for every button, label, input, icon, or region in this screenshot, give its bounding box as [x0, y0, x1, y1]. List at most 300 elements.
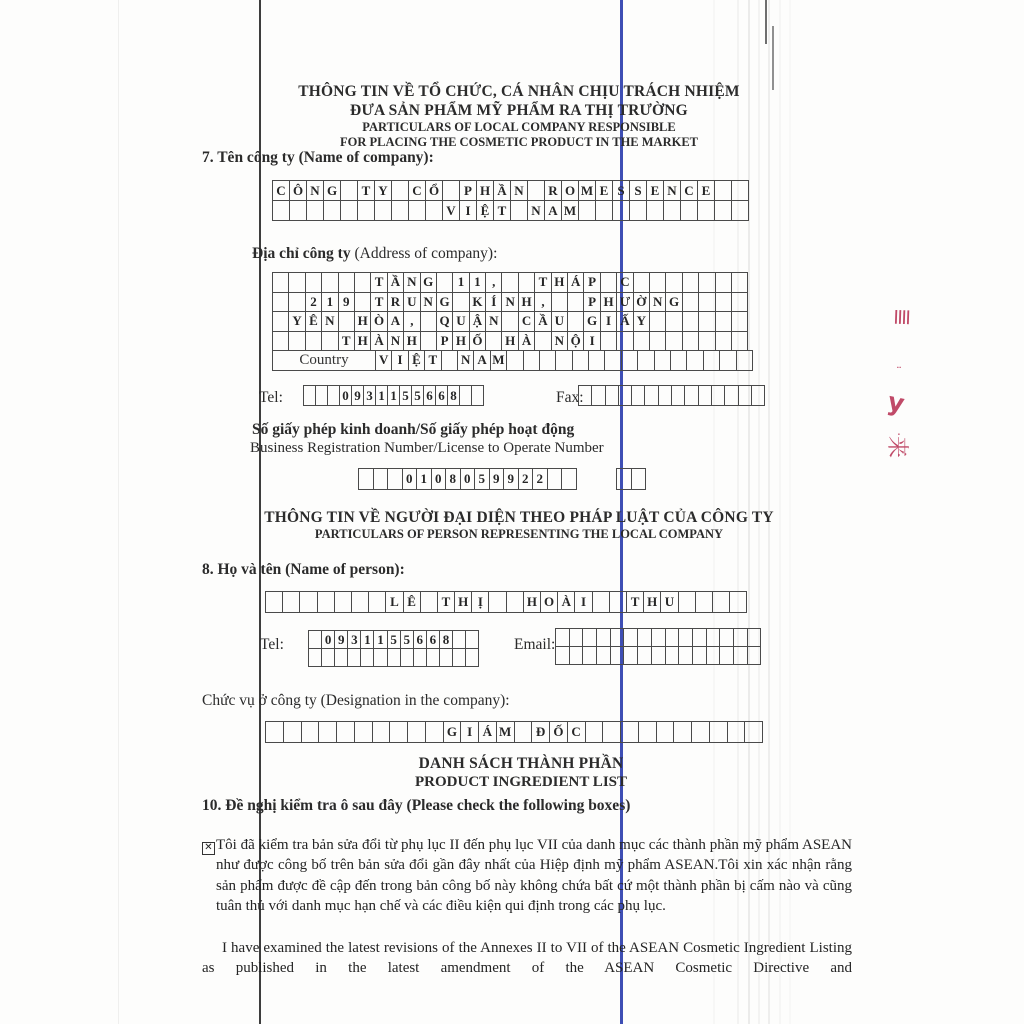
char-cell: 9: [489, 468, 505, 490]
representative-title-vi: THÔNG TIN VỀ NGƯỜI ĐẠI DIỆN THEO PHÁP LUẬT CỦA CÔNG TY: [264, 509, 774, 526]
char-cell: [600, 331, 617, 352]
char-cell: H: [643, 591, 661, 613]
char-cell: S: [629, 180, 647, 201]
char-cell: [354, 721, 373, 743]
representative-section-header: [263, 508, 775, 542]
char-cell: 1: [373, 630, 387, 649]
char-cell: [731, 200, 749, 221]
designation-label: Chức vụ ở công ty (Designation in the company):: [202, 692, 510, 709]
char-cell: [465, 648, 479, 667]
char-cell: [698, 385, 712, 406]
char-cell: À: [557, 591, 575, 613]
char-cell: H: [501, 331, 518, 352]
char-cell: [684, 385, 698, 406]
char-cell: [555, 628, 570, 647]
char-cell: [400, 648, 414, 667]
char-cell: [373, 468, 389, 490]
char-cell: 9: [503, 468, 519, 490]
char-cell: O: [561, 180, 579, 201]
char-cell: N: [306, 180, 324, 201]
license-number-grid-tail: [616, 468, 646, 490]
char-cell: 0: [431, 468, 447, 490]
char-cell: H: [354, 311, 371, 332]
char-cell: [408, 200, 426, 221]
char-cell: À: [370, 331, 387, 352]
char-cell: [354, 292, 371, 313]
char-cell: [644, 385, 658, 406]
char-cell: Ầ: [534, 311, 551, 332]
char-cell: [596, 628, 611, 647]
char-cell: [354, 272, 371, 293]
license-label-en: Business Registration Number/License to Operate Number: [250, 440, 604, 456]
char-cell: N: [649, 292, 666, 313]
char-cell: 0: [402, 468, 418, 490]
char-cell: I: [460, 721, 479, 743]
char-cell: [578, 200, 596, 221]
char-cell: [711, 385, 725, 406]
person-tel-grid: [308, 630, 479, 667]
char-cell: 5: [474, 468, 490, 490]
char-cell: [658, 385, 672, 406]
char-cell: [637, 628, 652, 647]
char-cell: 1: [452, 272, 469, 293]
declaration-paragraph-vi: [202, 835, 852, 917]
char-cell: [420, 591, 438, 613]
header-title-vi-line2: ĐƯA SẢN PHẨM MỸ PHẨM RA THỊ TRƯỜNG: [350, 102, 688, 119]
char-cell: [452, 648, 466, 667]
char-cell: [714, 200, 732, 221]
char-cell: 8: [439, 630, 453, 649]
char-cell: [633, 272, 650, 293]
char-cell: [301, 721, 320, 743]
char-cell: [387, 468, 403, 490]
char-cell: H: [354, 331, 371, 352]
form-section-header: [263, 82, 775, 149]
person-email-label: Email:: [514, 636, 556, 653]
char-cell: H: [476, 180, 494, 201]
char-cell: N: [387, 331, 404, 352]
char-cell: M: [578, 180, 596, 201]
char-cell: C: [518, 311, 535, 332]
declaration-text-vi: Tôi đã kiểm tra bản sửa đổi từ phụ lục II đến phụ lục VII của danh mục các thành phần mỹ phẩm ASEAN như được công bố trên bản sửa đổi gần đây nhất của Hiệp định mỹ phẩm ASEAN.Tôi xin xác nhận rằng sản phẩm được đề cập đến trong bản công bố này không chứa bất cứ một thành phần bị cấm nào và cũng tuân thủ với danh mục hạn chế và các điều kiện qui định trong các phụ lục.: [216, 837, 852, 915]
char-cell: [425, 200, 443, 221]
char-cell: [637, 646, 652, 665]
char-cell: [318, 721, 337, 743]
char-cell: 3: [363, 385, 376, 406]
char-cell: N: [485, 311, 502, 332]
char-cell: [731, 180, 749, 201]
char-cell: [567, 311, 584, 332]
char-cell: [629, 200, 647, 221]
char-cell: C: [408, 180, 426, 201]
char-cell: [272, 331, 289, 352]
char-cell: [501, 272, 518, 293]
char-cell: I: [459, 200, 477, 221]
char-cell: [321, 331, 338, 352]
char-cell: [596, 646, 611, 665]
char-cell: 8: [447, 385, 460, 406]
char-cell: [510, 200, 528, 221]
char-cell: [602, 721, 621, 743]
char-cell: Ố: [549, 721, 568, 743]
char-cell: [317, 591, 335, 613]
person-name-grid: [265, 591, 747, 613]
char-cell: H: [523, 591, 541, 613]
char-cell: [488, 591, 506, 613]
country-grid: [375, 350, 753, 371]
header-title-en-line2: FOR PLACING THE COSMETIC PRODUCT IN THE MARKET: [339, 134, 699, 149]
checked-checkbox-icon: ✕: [202, 842, 215, 855]
char-cell: [527, 180, 545, 201]
char-cell: [585, 721, 604, 743]
char-cell: Ê: [403, 591, 421, 613]
char-cell: ,: [485, 272, 502, 293]
char-cell: 3: [347, 630, 361, 649]
char-cell: P: [583, 272, 600, 293]
check-boxes-label: 10. Đề nghị kiểm tra ô sau đây (Please check the following boxes): [202, 797, 631, 814]
char-cell: P: [436, 331, 453, 352]
char-cell: [678, 646, 693, 665]
char-cell: 6: [413, 630, 427, 649]
char-cell: [358, 468, 374, 490]
char-cell: [501, 311, 518, 332]
char-cell: Ầ: [493, 180, 511, 201]
char-cell: [308, 648, 322, 667]
char-cell: [272, 311, 289, 332]
char-cell: 9: [338, 292, 355, 313]
char-cell: R: [544, 180, 562, 201]
char-cell: A: [473, 350, 490, 371]
char-cell: N: [527, 200, 545, 221]
char-cell: [665, 311, 682, 332]
char-cell: M: [490, 350, 507, 371]
char-cell: [485, 331, 502, 352]
char-cell: 0: [460, 468, 476, 490]
char-cell: [715, 292, 732, 313]
char-cell: [374, 200, 392, 221]
char-cell: [665, 628, 680, 647]
char-cell: [288, 272, 305, 293]
char-cell: Ờ: [633, 292, 650, 313]
char-cell: [682, 331, 699, 352]
char-cell: [620, 721, 639, 743]
ingredient-title-vi: DANH SÁCH THÀNH PHẦN: [418, 755, 624, 772]
char-cell: [591, 385, 605, 406]
char-cell: [649, 311, 666, 332]
company-address-label-en: (Address of company):: [350, 245, 498, 262]
char-cell: [357, 200, 375, 221]
char-cell: N: [403, 272, 420, 293]
char-cell: G: [420, 272, 437, 293]
char-cell: Á: [478, 721, 497, 743]
char-cell: [442, 180, 460, 201]
char-cell: [539, 350, 556, 371]
char-cell: 2: [532, 468, 548, 490]
header-title-vi-line1: THÔNG TIN VỀ TỔ CHỨC, CÁ NHÂN CHỊU TRÁCH NHIỆM: [298, 83, 740, 100]
char-cell: [582, 628, 597, 647]
stamp-fragment: y: [885, 386, 908, 419]
char-cell: I: [391, 350, 408, 371]
char-cell: [703, 350, 720, 371]
scan-tick-mark: [772, 26, 774, 90]
char-cell: [391, 200, 409, 221]
char-cell: T: [370, 292, 387, 313]
char-cell: [551, 292, 568, 313]
char-cell: [547, 468, 563, 490]
char-cell: 1: [360, 630, 374, 649]
char-cell: [665, 272, 682, 293]
char-cell: [592, 591, 610, 613]
char-cell: [618, 385, 632, 406]
char-cell: [731, 292, 748, 313]
char-cell: [595, 200, 613, 221]
ingredient-section-header: [265, 754, 777, 792]
char-cell: 8: [445, 468, 461, 490]
char-cell: U: [551, 311, 568, 332]
char-cell: [420, 331, 437, 352]
char-cell: [299, 591, 317, 613]
char-cell: [656, 721, 675, 743]
char-cell: [680, 200, 698, 221]
char-cell: [336, 721, 355, 743]
char-cell: S: [612, 180, 630, 201]
char-cell: E: [595, 180, 613, 201]
char-cell: A: [387, 311, 404, 332]
char-cell: H: [518, 292, 535, 313]
char-cell: [682, 292, 699, 313]
char-cell: 0: [321, 630, 335, 649]
char-cell: H: [454, 591, 472, 613]
char-cell: 0: [339, 385, 352, 406]
char-cell: [714, 180, 732, 201]
char-cell: [282, 591, 300, 613]
char-cell: [715, 331, 732, 352]
company-fax-label: Fax:: [556, 389, 584, 406]
char-cell: Ộ: [567, 331, 584, 352]
company-tel-grid: [303, 385, 484, 406]
char-cell: [288, 292, 305, 313]
char-cell: [715, 272, 732, 293]
char-cell: 5: [400, 630, 414, 649]
char-cell: [729, 591, 747, 613]
char-cell: [646, 200, 664, 221]
char-cell: [373, 648, 387, 667]
char-cell: T: [338, 331, 355, 352]
char-cell: [372, 721, 391, 743]
char-cell: [514, 721, 533, 743]
license-label-vi: Số giấy phép kinh doanh/Số giấy phép hoạt động: [252, 421, 575, 438]
char-cell: [452, 630, 466, 649]
char-cell: 5: [399, 385, 412, 406]
char-cell: [605, 385, 619, 406]
char-cell: [616, 468, 632, 490]
char-cell: H: [551, 272, 568, 293]
char-cell: Y: [633, 311, 650, 332]
char-cell: [638, 721, 657, 743]
char-cell: [698, 311, 715, 332]
char-cell: C: [567, 721, 586, 743]
char-cell: N: [551, 331, 568, 352]
char-cell: [610, 628, 625, 647]
char-cell: [334, 591, 352, 613]
char-cell: [426, 648, 440, 667]
char-cell: [407, 721, 426, 743]
char-cell: [698, 292, 715, 313]
char-cell: [578, 385, 592, 406]
char-cell: [600, 272, 617, 293]
char-cell: C: [680, 180, 698, 201]
char-cell: [518, 272, 535, 293]
char-cell: Ê: [305, 311, 322, 332]
char-cell: [569, 628, 584, 647]
char-cell: [436, 272, 453, 293]
country-row: [272, 350, 753, 371]
char-cell: ,: [403, 311, 420, 332]
char-cell: [420, 311, 437, 332]
char-cell: [265, 721, 284, 743]
char-cell: [665, 646, 680, 665]
char-cell: Ô: [289, 180, 307, 201]
char-cell: [654, 350, 671, 371]
char-cell: Ệ: [476, 200, 494, 221]
char-cell: [691, 721, 710, 743]
char-cell: T: [357, 180, 375, 201]
char-cell: [588, 350, 605, 371]
char-cell: [682, 272, 699, 293]
company-tel-label: Tel:: [259, 389, 283, 406]
char-cell: [712, 591, 730, 613]
char-cell: À: [518, 331, 535, 352]
char-cell: [671, 385, 685, 406]
char-cell: 5: [411, 385, 424, 406]
char-cell: [572, 350, 589, 371]
char-cell: [389, 721, 408, 743]
char-cell: [719, 350, 736, 371]
char-cell: Ố: [469, 331, 486, 352]
char-cell: [727, 721, 746, 743]
char-cell: [719, 646, 734, 665]
char-cell: [651, 646, 666, 665]
char-cell: [738, 385, 752, 406]
char-cell: [561, 468, 577, 490]
char-cell: N: [321, 311, 338, 332]
char-cell: T: [370, 272, 387, 293]
char-cell: T: [437, 591, 455, 613]
char-cell: [391, 180, 409, 201]
char-cell: [321, 272, 338, 293]
char-cell: Ầ: [387, 272, 404, 293]
char-cell: [534, 331, 551, 352]
char-cell: L: [385, 591, 403, 613]
char-cell: [471, 385, 484, 406]
char-cell: [439, 648, 453, 667]
char-cell: [265, 591, 283, 613]
char-cell: 9: [334, 630, 348, 649]
char-cell: [733, 628, 748, 647]
char-cell: [612, 200, 630, 221]
char-cell: C: [272, 180, 290, 201]
char-cell: [321, 648, 335, 667]
char-cell: [751, 385, 765, 406]
char-cell: H: [452, 331, 469, 352]
char-cell: [731, 311, 748, 332]
char-cell: [272, 292, 289, 313]
char-cell: [567, 292, 584, 313]
company-address-grid: [272, 272, 748, 351]
char-cell: H: [403, 331, 420, 352]
char-cell: Í: [485, 292, 502, 313]
company-name-label: 7. Tên công ty (Name of company):: [202, 149, 434, 166]
char-cell: 1: [375, 385, 388, 406]
char-cell: [682, 311, 699, 332]
char-cell: [610, 646, 625, 665]
char-cell: T: [493, 200, 511, 221]
char-cell: [425, 721, 444, 743]
char-cell: I: [574, 591, 592, 613]
char-cell: [506, 350, 523, 371]
char-cell: N: [510, 180, 528, 201]
char-cell: [731, 272, 748, 293]
char-cell: T: [626, 591, 644, 613]
company-address-label: [252, 245, 497, 263]
char-cell: [452, 292, 469, 313]
char-cell: [706, 628, 721, 647]
char-cell: [555, 646, 570, 665]
char-cell: [665, 331, 682, 352]
char-cell: Ổ: [425, 180, 443, 201]
char-cell: E: [646, 180, 664, 201]
representative-title-en: PARTICULARS OF PERSON REPRESENTING THE LOCAL COMPANY: [314, 527, 724, 541]
char-cell: A: [544, 200, 562, 221]
char-cell: [272, 272, 289, 293]
person-name-label: 8. Họ và tên (Name of person):: [202, 561, 405, 578]
char-cell: V: [442, 200, 460, 221]
person-tel-label: Tel:: [260, 636, 284, 653]
char-cell: [360, 648, 374, 667]
char-cell: T: [424, 350, 441, 371]
declaration-paragraph-en: I have examined the latest revisions of the Annexes II to VII of the ASEAN Cosmetic Ingredient Listing as published in the latest amendment of the ASEAN Cosmetic Directive and: [202, 940, 852, 977]
char-cell: Q: [436, 311, 453, 332]
company-name-grid: [272, 180, 749, 221]
char-cell: C: [616, 272, 633, 293]
char-cell: 2: [518, 468, 534, 490]
char-cell: [706, 646, 721, 665]
char-cell: 2: [305, 292, 322, 313]
char-cell: 6: [426, 630, 440, 649]
company-address-label-vi: Địa chỉ công ty: [252, 245, 351, 262]
char-cell: [368, 591, 386, 613]
char-cell: [709, 721, 728, 743]
char-cell: 1: [387, 385, 400, 406]
char-cell: K: [469, 292, 486, 313]
char-cell: [441, 350, 458, 371]
char-cell: [637, 350, 654, 371]
char-cell: [724, 385, 738, 406]
stamp-fragment: .: [897, 424, 901, 438]
char-cell: [305, 272, 322, 293]
char-cell: [413, 648, 427, 667]
char-cell: [523, 350, 540, 371]
char-cell: [673, 721, 692, 743]
char-cell: Ò: [370, 311, 387, 332]
char-cell: [698, 331, 715, 352]
char-cell: O: [540, 591, 558, 613]
char-cell: [623, 628, 638, 647]
char-cell: [338, 311, 355, 332]
char-cell: [649, 331, 666, 352]
company-fax-grid: [578, 385, 765, 406]
char-cell: [351, 591, 369, 613]
